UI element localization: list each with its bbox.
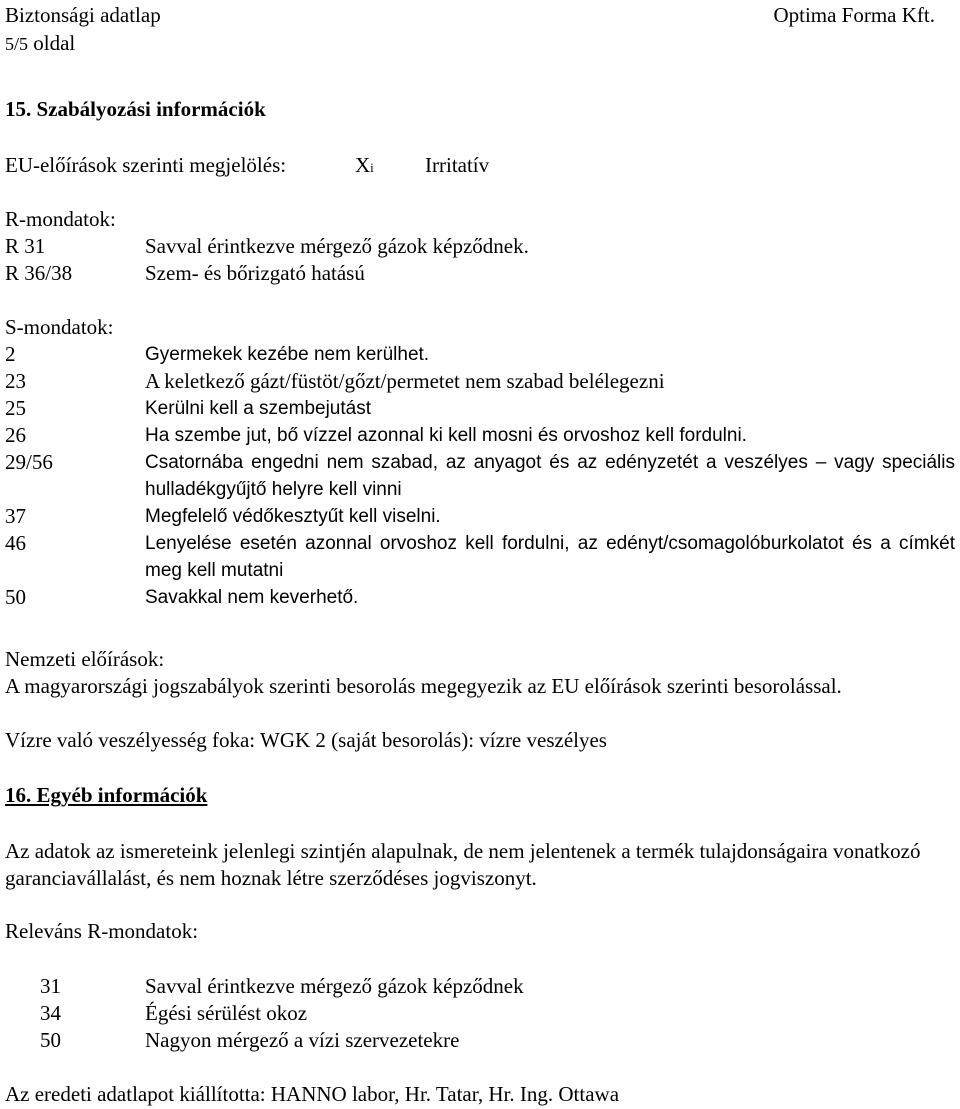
eu-hazard-class: Irritatív: [425, 153, 490, 177]
r-phrase-item: [5, 233, 955, 260]
s-phrase-item: [5, 503, 955, 530]
s-phrase-item: [5, 395, 955, 422]
phrase-text: Megfelelő védőkesztyűt kell viselni.: [145, 506, 441, 527]
s-phrase-item: [5, 368, 955, 395]
national-regulations-text: A magyarországi jogszabályok szerinti besorolás megegyezik az EU előírások szerinti besorolással.: [5, 674, 842, 698]
s-phrase-item: [5, 341, 955, 368]
relevant-r-phrases-list: [5, 973, 955, 1054]
phrase-code: 23: [5, 369, 26, 393]
phrase-text: Savakkal nem keverhető.: [145, 587, 359, 608]
relevant-phrase-item: [5, 1000, 955, 1027]
s-phrases-list: [5, 341, 955, 611]
phrase-text: Nagyon mérgező a vízi szervezetekre: [145, 1028, 460, 1052]
s-phrase-item: [5, 422, 955, 449]
phrase-code: 34: [40, 1001, 61, 1025]
water-hazard-class: Vízre való veszélyesség foka: WGK 2 (saját besorolás): vízre veszélyes: [5, 728, 607, 752]
phrase-code: 25: [5, 396, 26, 420]
eu-hazard-symbol: Xi: [355, 153, 374, 177]
phrase-text: Lenyelése esetén azonnal orvoshoz kell fordulni, az edényt/csomagolóburkolatot és a címkét meg kell mutatni: [145, 533, 955, 581]
r-phrase-item: [5, 260, 955, 287]
phrase-code: 26: [5, 423, 26, 447]
section-16-title: 16. Egyéb információk: [5, 783, 208, 807]
phrase-code: R 31: [5, 234, 46, 258]
s-phrases-heading: S-mondatok:: [5, 315, 114, 339]
national-regulations-heading: Nemzeti előírások:: [5, 647, 165, 671]
phrase-code: 37: [5, 504, 26, 528]
s-phrase-item: [5, 584, 955, 611]
eu-marking-row: [5, 152, 955, 179]
r-phrases-heading: R-mondatok:: [5, 207, 116, 231]
s-phrase-item: [5, 449, 955, 503]
phrase-text: Égési sérülést okoz: [145, 1001, 308, 1025]
phrase-code: 50: [5, 585, 26, 609]
eu-marking-label: EU-előírások szerinti megjelölés:: [5, 153, 287, 177]
relevant-r-phrases-heading: Releváns R-mondatok:: [5, 919, 199, 943]
phrase-text: Kerülni kell a szembejutást: [145, 398, 371, 419]
phrase-code: 31: [40, 974, 61, 998]
phrase-code: 46: [5, 531, 26, 555]
phrase-code: 2: [5, 342, 16, 366]
document-type: Biztonsági adatlap: [5, 3, 161, 27]
phrase-code: 50: [40, 1028, 61, 1052]
r-phrases-list: [5, 233, 955, 287]
phrase-text: Gyermekek kezébe nem kerülhet.: [145, 344, 430, 365]
phrase-code: R 36/38: [5, 261, 73, 285]
company-name: Optima Forma Kft.: [773, 3, 935, 27]
phrase-text: Szem- és bőrizgató hatású: [145, 261, 365, 285]
phrase-text: A keletkező gázt/füstöt/gőzt/permetet nem szabad belélegezni: [145, 369, 665, 393]
phrase-code: 29/56: [5, 450, 53, 474]
phrase-text: Csatornába engedni nem szabad, az anyagot és az edényzetét a veszélyes – vagy speciális hulladékgyűjtő helyre kell vinni: [145, 452, 955, 500]
s-phrase-item: [5, 530, 955, 584]
phrase-text: Savval érintkezve mérgező gázok képződnek: [145, 974, 524, 998]
relevant-phrase-item: [5, 973, 955, 1000]
relevant-phrase-item: [5, 1027, 955, 1054]
issuer-line: Az eredeti adatlapot kiállította: HANNO labor, Hr. Tatar, Hr. Ing. Ottawa: [5, 1082, 620, 1106]
phrase-text: Savval érintkezve mérgező gázok képződnek.: [145, 234, 529, 258]
section-15-title: 15. Szabályozási információk: [5, 97, 266, 121]
disclaimer-text: Az adatok az ismereteink jelenlegi szintjén alapulnak, de nem jelentenek a termék tulajdonságaira vonatkozó garanciavállalást, és nem hoznak létre szerződéses jogviszonyt.: [5, 839, 921, 890]
page-number: 5/5 oldal: [5, 31, 76, 55]
phrase-text: Ha szembe jut, bő vízzel azonnal ki kell mosni és orvoshoz kell fordulni.: [145, 425, 747, 446]
